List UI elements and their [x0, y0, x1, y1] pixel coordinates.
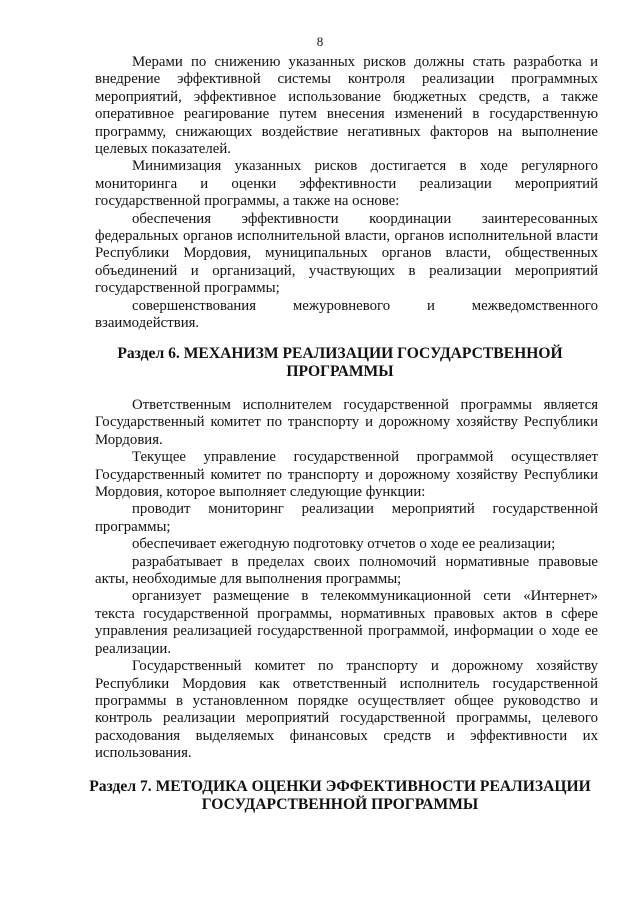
- paragraph-responsible-executor: Ответственным исполнителем государственной программы является Государственный комитет по транспорту и дорожному хозяйству Республики Мордовия.: [95, 397, 598, 448]
- section-7-heading-line2: ГОСУДАРСТВЕННОЙ ПРОГРАММЫ: [201, 796, 479, 813]
- section-6-heading: [60, 345, 620, 381]
- paragraph-risk-measures: Мерами по снижению указанных рисков должны стать разработка и внедрение эффективной системы контроля реализации программных мероприятий, эффективное использование бюджетных средств, а также оперативное реагирование путем внесения изменений в государственную программу, снижающих воздействие негативных факторов на выполнение целевых показателей.: [95, 54, 598, 158]
- section-6-heading-line1: Раздел 6. МЕХАНИЗМ РЕАЛИЗАЦИИ ГОСУДАРСТВЕННОЙ: [117, 345, 563, 362]
- paragraph-general-management: Государственный комитет по транспорту и дорожному хозяйству Республики Мордовия как ответственный исполнитель государственной программы в установленном порядке осуществляет общее руководство и контроль реализации мероприятий государственной программы, целевого расходования выделяемых финансовых средств и эффективности их использования.: [95, 658, 598, 762]
- paragraph-legal-acts: разрабатывает в пределах своих полномочий нормативные правовые акты, необходимые для выполнения программы;: [95, 553, 598, 588]
- paragraph-risk-minimization: Минимизация указанных рисков достигается в ходе регулярного мониторинга и оценки эффективности реализации мероприятий государственной программы, а также на основе:: [95, 158, 598, 210]
- paragraph-monitoring: проводит мониторинг реализации мероприятий государственной программы;: [95, 501, 598, 535]
- section-7-heading: [60, 778, 620, 814]
- section-7-heading-line1: Раздел 7. МЕТОДИКА ОЦЕНКИ ЭФФЕКТИВНОСТИ РЕАЛИЗАЦИИ: [89, 778, 591, 795]
- section-6-text: [95, 397, 598, 763]
- page-number: 8: [316, 34, 324, 49]
- paragraph-coordination: обеспечения эффективности координации заинтересованных федеральных органов исполнительной власти, органов исполнительной власти Республики Мордовия, муниципальных органов власти, общественных объединений и организаций, участвующих в реализации мероприятий государственной программы;: [95, 210, 598, 297]
- paragraph-interaction: совершенствования межуровневого и межведомственного взаимодействия.: [95, 297, 598, 332]
- section-5-text: [95, 54, 598, 333]
- paragraph-reports: обеспечивает ежегодную подготовку отчетов о ходе ее реализации;: [132, 536, 556, 553]
- section-6-heading-line2: ПРОГРАММЫ: [286, 363, 394, 380]
- paragraph-current-management: Текущее управление государственной программой осуществляет Государственный комитет по транспорту и дорожному хозяйству Республики Мордовия, которое выполняет следующие функции:: [95, 449, 598, 501]
- paragraph-internet: организует размещение в телекоммуникационной сети «Интернет» текста государственной программы, нормативных правовых актов в сфере управления реализацией государственной программой, информации о ходе ее реализации.: [95, 588, 598, 657]
